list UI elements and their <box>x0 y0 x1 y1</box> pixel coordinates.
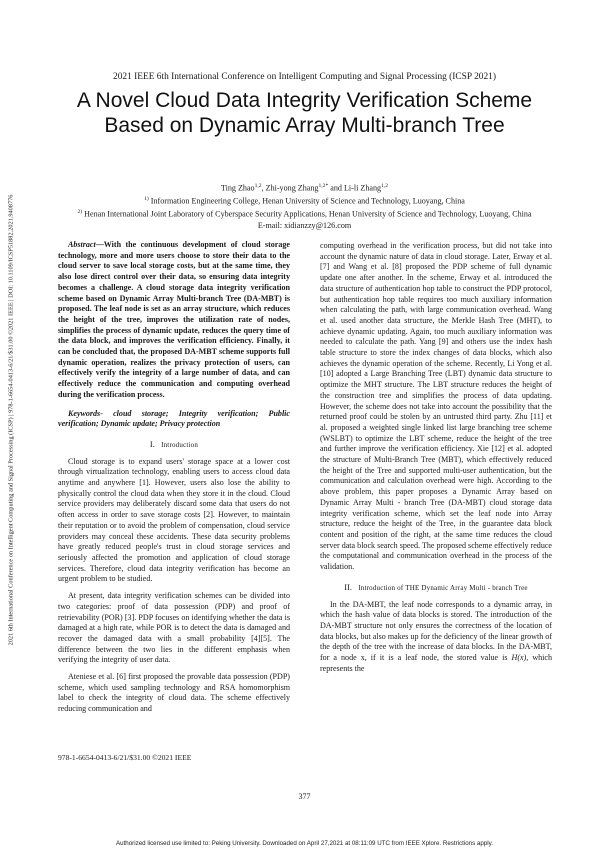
section-2-heading <box>320 583 552 594</box>
section-2-paragraph-1 <box>320 600 552 675</box>
author-block <box>0 181 609 231</box>
sidebar-text: 2021 6th International Conference on Intelligent Computing and Signal Processing (ICSP) | 978-1-6654-0413-6/21/$31.00 ©2021 IEEE | DOI: 10.1109/ICSP51882.2021.9408776 <box>7 194 15 646</box>
author-names <box>0 181 609 194</box>
intro-paragraph-3: Ateniese et al. [6] first proposed the provable data possession (PDP) scheme, which used sampling technology and RSA homomorphism label to check the integrity of cloud data. The scheme effectively reducing communication and <box>58 672 290 714</box>
section-1-title: Introduction <box>161 440 199 449</box>
section-2-title: Introduction of THE Dynamic Array Multi - branch Tree <box>358 583 528 592</box>
abstract-label: Abstract <box>68 240 96 249</box>
affiliation-2-text: Henan International Joint Laboratory of Cyberspace Security Applications, Henan University of Science and Technology, Luoyang, China <box>82 209 532 219</box>
hash-math: H(x) <box>511 653 527 663</box>
author-3-sup: 1,2 <box>381 183 389 189</box>
author-1: Ting Zhao <box>220 183 255 193</box>
author-2-sup: 1,2* <box>318 183 329 189</box>
affiliation-2 <box>0 207 609 220</box>
author-3: and Li-li Zhang <box>328 183 382 193</box>
page-number: 377 <box>298 792 311 801</box>
title-line-1: A Novel Cloud Data Integrity Verification Scheme <box>76 89 533 112</box>
affiliation-1 <box>0 194 609 207</box>
section-2-text-end: , which represents the <box>320 653 552 673</box>
left-column <box>58 240 290 715</box>
abstract <box>58 240 290 401</box>
section-2-number: II. <box>344 582 352 592</box>
abstract-text: —With the continuous development of cloud storage technology, more and more users choose to store their data to the cloud server to save local storage costs, but at the same time, they also lose direct control over their data, so ensuring data integrity becomes a challenge. A cloud storage data integrity verification scheme based on Dynamic Array Multi-branch Tree (DA-MBT) is proposed. The leaf node is set as an array structure, which reduces the height of the tree, improves the utilization rate of nodes, simplifies the process of dynamic update, reduces the query time of the data block, and improves the verification efficiency. Finally, it can be concluded that, the proposed DA-MBT scheme supports full dynamic operation, realizes the privacy protection of users, can effectively verify the integrity of a large number of data, and can effectively reduce the communication and computing overhead during the verification process. <box>58 240 290 399</box>
section-1-heading <box>58 440 290 451</box>
affiliation-2-sup: 2) <box>77 208 83 215</box>
intro-paragraph-1: Cloud storage is to expand users' storage space at a lower cost through virtualization technology, enabling users to access cloud data anytime and anywhere [1]. However, users also lose the ability to physically control the cloud data when they store it in the cloud. Cloud service providers may deliberately discard some data that users do not often access in order to save storage costs [2]. However, to maintain their reputation or to avoid the problem of compensation, cloud service providers may conceal these accidents. These data security problems have greatly reduced people's trust in cloud storage services and seriously affected the promotion and application of cloud storage services. Therefore, cloud data integrity verification has become an urgent problem to be studied. <box>58 456 290 584</box>
affiliation-1-text: Information Engineering College, Henan University of Science and Technology, Luoyang, China <box>148 196 465 206</box>
affiliation-1-sup: 1) <box>144 195 149 202</box>
keywords: Keywords- cloud storage; Integrity verification; Public verification; Dynamic update; Privacy protection <box>58 408 290 429</box>
conference-header: 2021 IEEE 6th International Conference on Intelligent Computing and Signal Processing (ICSP 2021) <box>113 72 496 82</box>
author-email: E-mail: xidianzzy@126.com <box>257 220 352 230</box>
license-footer: Authorized licensed use limited to: Peking University. Downloaded on April 27,2021 at 08:11:09 UTC from IEEE Xplore. Restrictions apply. <box>116 840 493 847</box>
author-2: , Zhi-yong Zhang <box>261 183 319 193</box>
author-1-sup: 1,2 <box>254 183 262 189</box>
section-1-number: I. <box>149 439 155 449</box>
copyright-line: 978-1-6654-0413-6/21/$31.00 ©2021 IEEE <box>58 753 192 762</box>
paper-title <box>30 88 579 138</box>
right-column <box>320 241 552 674</box>
section-2-text-start: In the DA-MBT, the leaf node corresponds to a dynamic array, in which the hash value of data blocks is stored. The introduction of the DA-MBT structure not only ensures the correctness of the location of data blocks, but also makes up for the deficiency of the linear growth of the depth of the tree with the increase of data blocks. In the DA-MBT, for a node x, if it is a leaf node, the stored value is <box>320 599 552 663</box>
intro-paragraph-2: At present, data integrity verification schemes can be divided into two categories: proof of data possession (PDP) and proof of retrievability (POR) [3]. PDP focuses on identifying whether the data is damaged at a high rate, while POR is to detect the data is damaged and recover the damaged data with a small probability [4][5]. The difference between the two lies in the different emphasis when verifying the integrity of user data. <box>58 591 290 665</box>
title-line-2: Based on Dynamic Array Multi-branch Tree <box>104 114 505 137</box>
right-paragraph-1: computing overhead in the verification process, but did not take into account the dynamic nature of data in cloud storage. Later, Erway et al. [7] and Wang et al. [8] proposed the PDP scheme of full dynamic update one after another. In the scheme, Erway et al. introduced the data structure of authentication hop table to construct the PDP protocol, but authentication hop table requires too much auxiliary information when calculating the path, with large communication overhead. Wang et al. used another data structure, the Merkle Hash Tree (MHT), to achieve dynamic updating. Again, too much auxiliary information was needed to calculate the path. Yang [9] and others use the index hash table structure to store the index changes of data blocks, which also achieves the dynamic operation of the scheme. Recently, Li Yong et al. [10] adopted a Large Branching Tree (LBT) dynamic data structure to optimize the MHT structure. The LBT structure reduces the height of the construction tree and simplifies the process of data updating. However, the scheme does not take into account the possibility that the returned proof could be stolen by an untrusted third party. Zhu [11] et al. proposed a weighted single linked list large branching tree scheme (WSLBT) to optimize the LBT scheme, reduce the height of the tree and further improve the verification efficiency. Xie [12] et al. adopted the structure of Multi-Branch Tree (MBT), which effectively reduced the height of the Tree and supported multi-user authentication, but the communication and calculation overhead were high. According to the above problem, this paper proposes a Dynamic Array based on Dynamic Array Multi - branch Tree (DA-MBT) cloud storage data integrity verification scheme, which set the leaf node into Array structure, reduce the height of the Tree, in the guarantee data block content and position of the right, at the same time reduces the cloud server data block search speed. The proposed scheme effectively reduce the computational and communication overhead in the process of the validation. <box>320 241 552 572</box>
